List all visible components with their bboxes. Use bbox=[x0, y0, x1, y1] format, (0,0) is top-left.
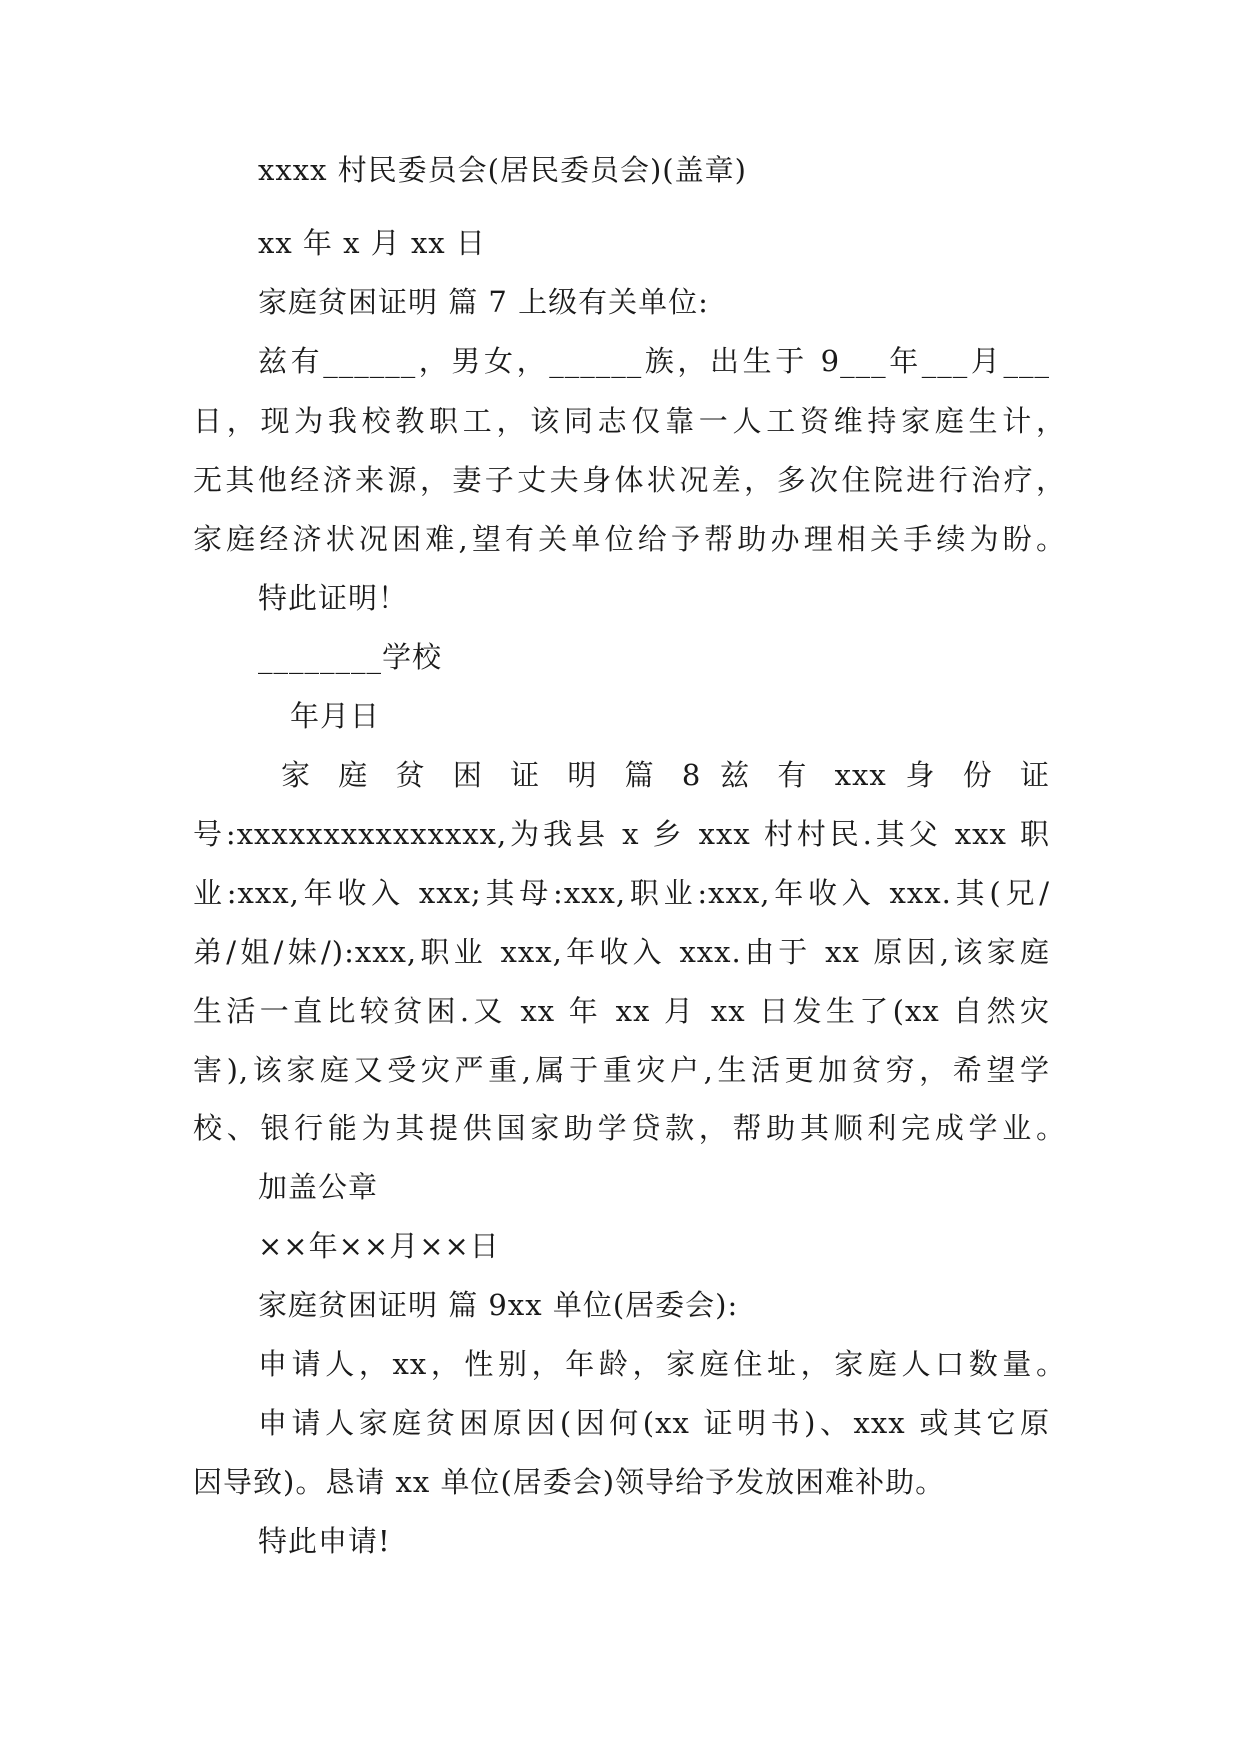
section-7-body-line: 兹有______，男女，______族，出生于 9___年___月___ bbox=[258, 344, 1050, 378]
section-8-body-line: 号:xxxxxxxxxxxxxxx,为我县 x 乡 xxx 村村民.其父 xxx 职 bbox=[193, 817, 1050, 851]
section-8-body-line: 生活一直比较贫困.又 xx 年 xx 月 xx 日发生了(xx 自然灾 bbox=[193, 994, 1050, 1028]
section-8-heading: 家 庭 贫 困 证 明 篇 8 兹 有 xxx 身 份 证 bbox=[281, 758, 1050, 792]
school-signature-line: ________学校 bbox=[258, 640, 443, 674]
section-9-body-line: 因导致)。恳请 xx 单位(居委会)领导给予发放困难补助。 bbox=[193, 1465, 946, 1499]
date-line: ××年××月××日 bbox=[258, 1229, 500, 1263]
committee-seal-line: xxxx 村民委员会(居民委员会)(盖章) bbox=[258, 153, 747, 187]
section-7-body-line: 家庭经济状况困难,望有关单位给予帮助办理相关手续为盼。 bbox=[193, 522, 1066, 556]
application-closing-line: 特此申请! bbox=[258, 1524, 391, 1558]
section-9-heading: 家庭贫困证明 篇 9xx 单位(居委会): bbox=[258, 1288, 739, 1322]
date-placeholder-line: 年月日 bbox=[290, 699, 381, 733]
section-9-body-line: 申请人家庭贫困原因(因何(xx 证明书)、xxx 或其它原 bbox=[258, 1406, 1050, 1440]
section-9-body-line: 申请人，xx，性别，年龄，家庭住址，家庭人口数量。 bbox=[258, 1347, 1066, 1381]
section-7-heading: 家庭贫困证明 篇 7 上级有关单位: bbox=[258, 285, 709, 319]
official-seal-line: 加盖公章 bbox=[258, 1170, 379, 1204]
date-line: xx 年 x 月 xx 日 bbox=[258, 226, 486, 260]
section-8-body-line: 业:xxx,年收入 xxx;其母:xxx,职业:xxx,年收入 xxx.其(兄/ bbox=[193, 876, 1050, 910]
section-8-body-line: 弟/姐/妹/):xxx,职业 xxx,年收入 xxx.由于 xx 原因,该家庭 bbox=[193, 935, 1050, 969]
section-7-body-line: 日，现为我校教职工，该同志仅靠一人工资维持家庭生计， bbox=[193, 404, 1066, 438]
certification-line: 特此证明！ bbox=[258, 581, 409, 615]
section-7-body-line: 无其他经济来源，妻子丈夫身体状况差，多次住院进行治疗， bbox=[193, 463, 1066, 497]
section-8-body-line: 校、银行能为其提供国家助学贷款，帮助其顺利完成学业。 bbox=[193, 1111, 1066, 1145]
section-8-body-line: 害),该家庭又受灾严重,属于重灾户,生活更加贫穷，希望学 bbox=[193, 1053, 1050, 1087]
